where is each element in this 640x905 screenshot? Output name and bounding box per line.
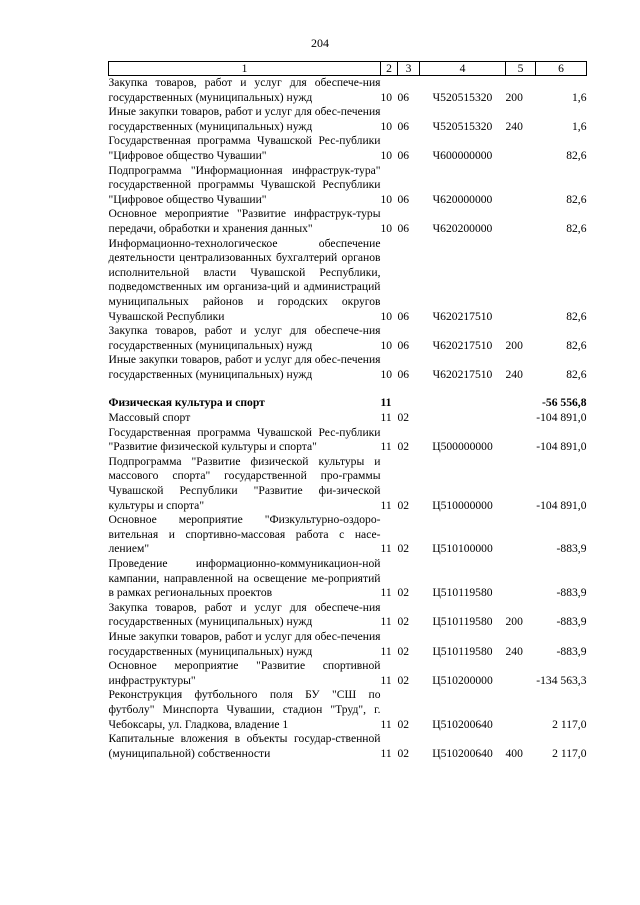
amount: -883,9 <box>556 586 587 600</box>
subsection-code: 06 <box>397 221 410 235</box>
target-article-code <box>420 411 506 426</box>
row-name: Иные закупки товаров, работ и услуг для обес-печения государственных (муниципальных) нужд <box>108 629 381 658</box>
expense-type-code: 200 <box>505 90 523 104</box>
column-number: 4 <box>420 62 506 76</box>
row-name: Информационно-технологическое обеспечение деятельности централизованных бухгалтерий органов исполнительной власти Чувашской Республики, подведомственных им организа-ций и администраций муниципальных районов и городских округов Чувашской Республики <box>108 236 381 323</box>
row-name: Основное мероприятие "Развитие спортивной инфраструктуры" <box>108 659 381 687</box>
row-name: Реконструкция футбольного поля БУ "СШ по футболу" Минспорта Чувашии, стадион "Труд", г. Чебоксары, ул. Гладкова, владение 1 <box>108 688 381 731</box>
amount: -883,9 <box>556 644 587 658</box>
spacer-row <box>109 382 587 396</box>
section-code: 11 <box>380 542 392 556</box>
subsection-code: 02 <box>397 440 410 454</box>
row-name: Капитальные вложения в объекты государ-ственной (муниципальной) собственности <box>108 732 381 760</box>
amount: 82,6 <box>566 148 587 162</box>
target-article-code: Ц510119580 <box>432 615 493 629</box>
section-code: 11 <box>380 615 392 629</box>
table-row <box>109 426 587 455</box>
row-name: Иные закупки товаров, работ и услуг для обес-печения государственных (муниципальных) нужд <box>108 353 381 381</box>
section-code: 11 <box>380 586 392 600</box>
subsection-code: 02 <box>397 615 410 629</box>
target-article-code: Ч620217510 <box>432 338 493 352</box>
subsection-code <box>398 396 420 411</box>
table-row <box>109 134 587 163</box>
amount: 82,6 <box>566 309 587 323</box>
amount: -56 556,8 <box>542 396 587 410</box>
row-name: Закупка товаров, работ и услуг для обеспече-ния государственных (муниципальных) нужд <box>108 600 381 629</box>
column-number: 5 <box>506 62 536 76</box>
expense-type-code <box>506 237 536 325</box>
section-code: 11 <box>380 411 392 425</box>
table-row <box>109 455 587 513</box>
expense-type-code <box>506 513 536 557</box>
table-row <box>109 659 587 688</box>
row-name: Закупка товаров, работ и услуг для обеспече-ния государственных (муниципальных) нужд <box>108 76 381 104</box>
expense-type-code <box>506 688 536 732</box>
row-name: Основное мероприятие "Развитие инфраструк-туры передачи, обработки и хранения данных" <box>108 207 381 235</box>
section-code: 10 <box>380 309 393 323</box>
expense-type-code <box>506 411 536 426</box>
column-number: 6 <box>536 62 587 76</box>
section-code: 11 <box>380 396 392 410</box>
section-code: 11 <box>380 498 392 512</box>
table-row <box>109 237 587 325</box>
amount: -883,9 <box>556 615 587 629</box>
table-row <box>109 76 587 106</box>
subsection-code: 06 <box>397 192 410 206</box>
amount: -134 563,3 <box>536 673 587 687</box>
expense-type-code <box>506 164 536 208</box>
target-article-code: Ц510000000 <box>432 498 493 512</box>
table-row <box>109 207 587 236</box>
expense-type-code: 200 <box>505 615 523 629</box>
table-row <box>109 353 587 382</box>
table-row <box>109 630 587 659</box>
expense-type-code <box>506 557 536 601</box>
target-article-code: Ч620217510 <box>432 309 493 323</box>
amount: 82,6 <box>566 367 587 381</box>
subsection-code: 06 <box>397 148 410 162</box>
subsection-code: 02 <box>397 673 410 687</box>
table-row <box>109 164 587 208</box>
target-article-code: Ч600000000 <box>432 148 493 162</box>
expense-type-code <box>506 455 536 513</box>
target-article-code: Ц500000000 <box>432 440 493 454</box>
section-code: 11 <box>380 440 392 454</box>
row-name: Физическая культура и спорт <box>108 396 265 410</box>
target-article-code: Ц510200640 <box>432 746 493 760</box>
amount: 82,6 <box>566 221 587 235</box>
subsection-code: 02 <box>397 498 410 512</box>
subsection-code: 02 <box>397 542 410 556</box>
amount: 2 117,0 <box>552 746 587 760</box>
expense-type-code: 400 <box>505 746 523 760</box>
target-article-code: Ц510100000 <box>432 542 493 556</box>
table-row <box>109 324 587 353</box>
section-code: 10 <box>380 221 393 235</box>
subsection-code: 02 <box>397 746 410 760</box>
table-row <box>109 513 587 557</box>
row-name: Массовый спорт <box>108 411 191 425</box>
amount: 82,6 <box>566 338 587 352</box>
table-row <box>109 601 587 630</box>
target-article-code: Ц510200640 <box>432 717 493 731</box>
table-row <box>109 688 587 732</box>
amount: 2 117,0 <box>552 717 587 731</box>
expense-type-code <box>506 426 536 455</box>
target-article-code <box>420 396 506 411</box>
table-row <box>109 105 587 134</box>
column-number: 1 <box>109 62 381 76</box>
amount: -104 891,0 <box>536 411 587 425</box>
subsection-code: 06 <box>397 309 410 323</box>
target-article-code: Ч620200000 <box>432 221 493 235</box>
table-row <box>109 396 587 411</box>
row-name: Иные закупки товаров, работ и услуг для обес-печения государственных (муниципальных) нужд <box>108 105 381 133</box>
subsection-code: 06 <box>397 367 410 381</box>
target-article-code: Ц510119580 <box>432 644 493 658</box>
table-row <box>109 557 587 601</box>
section-code: 11 <box>380 717 392 731</box>
target-article-code: Ч620217510 <box>432 367 493 381</box>
target-article-code: Ч620000000 <box>432 192 493 206</box>
section-code: 11 <box>380 746 392 760</box>
row-name: Основное мероприятие "Физкультурно-оздоро-вительная и спортивно-массовая работа с насе-лением" <box>108 513 381 556</box>
table-row <box>109 732 587 761</box>
subsection-code: 06 <box>397 90 410 104</box>
section-code: 10 <box>380 119 393 133</box>
column-number-row <box>109 62 587 76</box>
expense-type-code <box>506 659 536 688</box>
target-article-code: Ц510119580 <box>432 586 493 600</box>
expense-type-code: 240 <box>505 644 523 658</box>
subsection-code: 02 <box>397 411 410 425</box>
section-code: 10 <box>380 148 393 162</box>
row-name: Государственная программа Чувашской Рес-публики "Цифровое общество Чувашии" <box>108 134 381 162</box>
section-code: 11 <box>380 644 392 658</box>
expense-type-code: 240 <box>505 119 523 133</box>
section-code: 10 <box>380 367 393 381</box>
spacer-cell <box>109 382 587 396</box>
expense-type-code <box>506 207 536 236</box>
subsection-code: 06 <box>397 119 410 133</box>
amount: 1,6 <box>572 119 587 133</box>
row-name: Государственная программа Чувашской Рес-публики "Развитие физической культуры и спорта" <box>108 425 381 454</box>
amount: -104 891,0 <box>536 440 587 454</box>
amount: -104 891,0 <box>536 498 587 512</box>
amount: -883,9 <box>556 542 587 556</box>
column-number: 3 <box>398 62 420 76</box>
amount: 1,6 <box>572 90 587 104</box>
subsection-code: 02 <box>397 586 410 600</box>
row-name: Подпрограмма "Информационная инфраструк-тура" государственной программы Чувашской Республики "Цифровое общество Чувашии" <box>108 163 381 206</box>
section-code: 10 <box>380 192 393 206</box>
amount: 82,6 <box>566 192 587 206</box>
section-code: 10 <box>380 338 393 352</box>
section-code: 11 <box>380 673 392 687</box>
subsection-code: 02 <box>397 644 410 658</box>
row-name: Проведение информационно-коммуникацион-ной кампании, направленной на освещение ме-роприятий в рамках региональных проектов <box>108 557 381 600</box>
target-article-code: Ч520515320 <box>432 90 493 104</box>
target-article-code: Ц510200000 <box>432 673 493 687</box>
expense-type-code <box>506 396 536 411</box>
section-code: 10 <box>380 90 393 104</box>
subsection-code: 06 <box>397 338 410 352</box>
expense-type-code: 200 <box>505 338 523 352</box>
page-number: 204 <box>311 36 329 50</box>
column-number: 2 <box>381 62 398 76</box>
expense-type-code: 240 <box>505 367 523 381</box>
target-article-code: Ч520515320 <box>432 119 493 133</box>
subsection-code: 02 <box>397 717 410 731</box>
row-name: Закупка товаров, работ и услуг для обеспече-ния государственных (муниципальных) нужд <box>108 324 381 352</box>
row-name: Подпрограмма "Развитие физической культуры и массового спорта" государственной про-граммы Чувашской Республики "Развитие фи-зической культуры и спорта" <box>108 454 381 512</box>
budget-table <box>108 61 587 761</box>
expense-type-code <box>506 134 536 163</box>
table-row <box>109 411 587 426</box>
